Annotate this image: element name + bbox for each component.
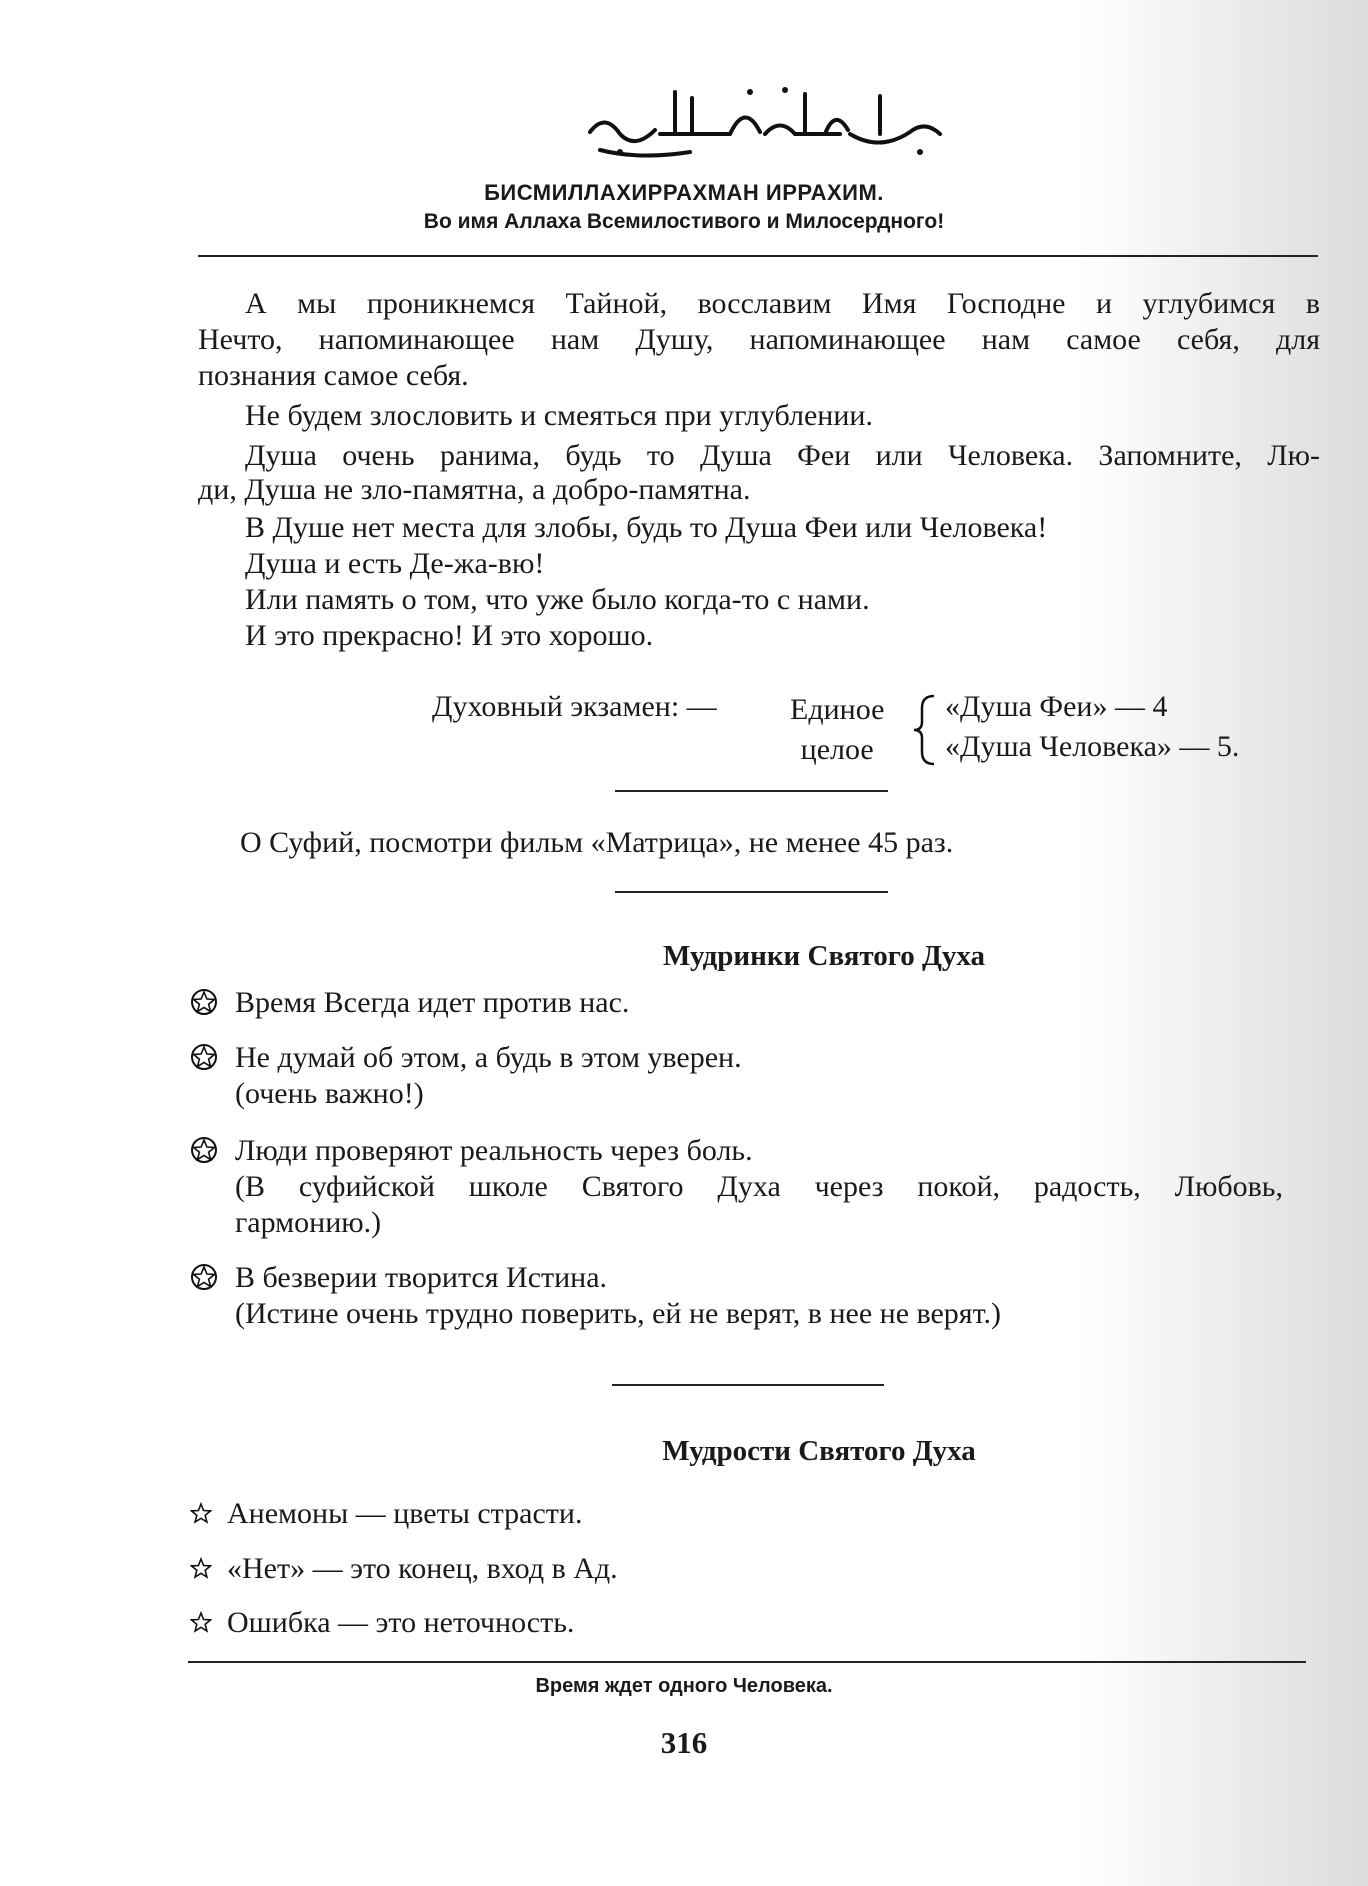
exam-soul-human: «Душа Человека» — 5. — [945, 730, 1240, 763]
brace-icon — [910, 690, 940, 770]
paragraph-line: И это прекрасно! И это хорошо. — [245, 619, 654, 652]
page-header-subtitle: Во имя Аллаха Всемилостивого и Милосердного! — [423, 210, 945, 233]
star-circle-icon — [190, 1136, 218, 1164]
page-header-title: БИСМИЛЛАХИРРАХМАН ИРРАХИМ. — [484, 180, 884, 205]
paragraph-line: Нечто, напоминающее нам Душу, напоминающее нам самое себя, для — [198, 323, 1320, 356]
star-circle-icon — [190, 1263, 218, 1291]
basmala-calligraphy-icon — [580, 72, 960, 162]
sufi-line: О Суфий, посмотри фильм «Матрица», не менее 45 раз. — [240, 826, 954, 859]
paragraph-line: Душа очень ранима, будь то Душа Феи или Человека. Запомните, Лю- — [245, 439, 1320, 472]
star-outline-icon — [190, 1557, 212, 1579]
wisdom-note: (Истине очень трудно поверить, ей не верят, в нее не верят.) — [235, 1297, 1001, 1330]
exam-whole-line: Единое — [790, 693, 885, 726]
wisdom-note: (очень важно!) — [235, 1077, 424, 1110]
star-circle-icon — [190, 988, 218, 1016]
wisdom-note: (В суфийской школе Святого Духа через покой, радость, Любовь, — [235, 1170, 1283, 1203]
header-divider — [198, 255, 1318, 257]
section-divider — [615, 790, 888, 792]
exam-soul-fei: «Душа Феи» — 4 — [945, 690, 1168, 723]
paragraph-line: познания самое себя. — [198, 359, 469, 392]
star-circle-icon — [190, 1043, 218, 1071]
wisdom-item: Анемоны — цветы страсти. — [227, 1497, 583, 1530]
section-heading: Мудрости Святого Духа — [662, 1435, 976, 1467]
exam-label: Духовный экзамен: — — [432, 690, 717, 723]
footer-text: Время ждет одного Человека. — [535, 1675, 833, 1697]
wisdom-note: гармонию.) — [235, 1206, 382, 1239]
wisdom-item: Время Всегда идет против нас. — [235, 986, 630, 1019]
wisdom-item: Не думай об этом, а будь в этом уверен. — [235, 1041, 742, 1074]
wisdom-item: Ошибка — это неточность. — [227, 1606, 575, 1639]
section-divider — [612, 1384, 884, 1386]
star-outline-icon — [190, 1502, 212, 1524]
wisdom-item: Люди проверяют реальность через боль. — [235, 1134, 753, 1167]
paragraph-line: ди, Душа не зло-памятна, а добро-памятна. — [198, 473, 751, 506]
wisdom-item: В безверии творится Истина. — [235, 1261, 608, 1294]
paragraph-line: Не будем злословить и смеяться при углублении. — [245, 399, 873, 432]
footer-divider — [188, 1661, 1306, 1663]
wisdom-item: «Нет» — это конец, вход в Ад. — [227, 1552, 618, 1585]
paragraph-line: Или память о том, что уже было когда-то с нами. — [245, 583, 870, 616]
star-outline-icon — [190, 1611, 212, 1633]
paragraph-line: Душа и есть Де-жа-вю! — [245, 547, 545, 580]
exam-whole-line: целое — [800, 733, 874, 766]
page-number: 316 — [660, 1725, 708, 1760]
section-heading: Мудринки Святого Духа — [662, 940, 986, 972]
section-divider — [615, 891, 888, 893]
exam-whole — [790, 690, 884, 770]
paragraph-line: В Душе нет места для злобы, будь то Душа Феи или Человека! — [245, 511, 1048, 544]
paragraph-line: А мы проникнемся Тайной, восславим Имя Господне и углубимся в — [245, 287, 1320, 320]
